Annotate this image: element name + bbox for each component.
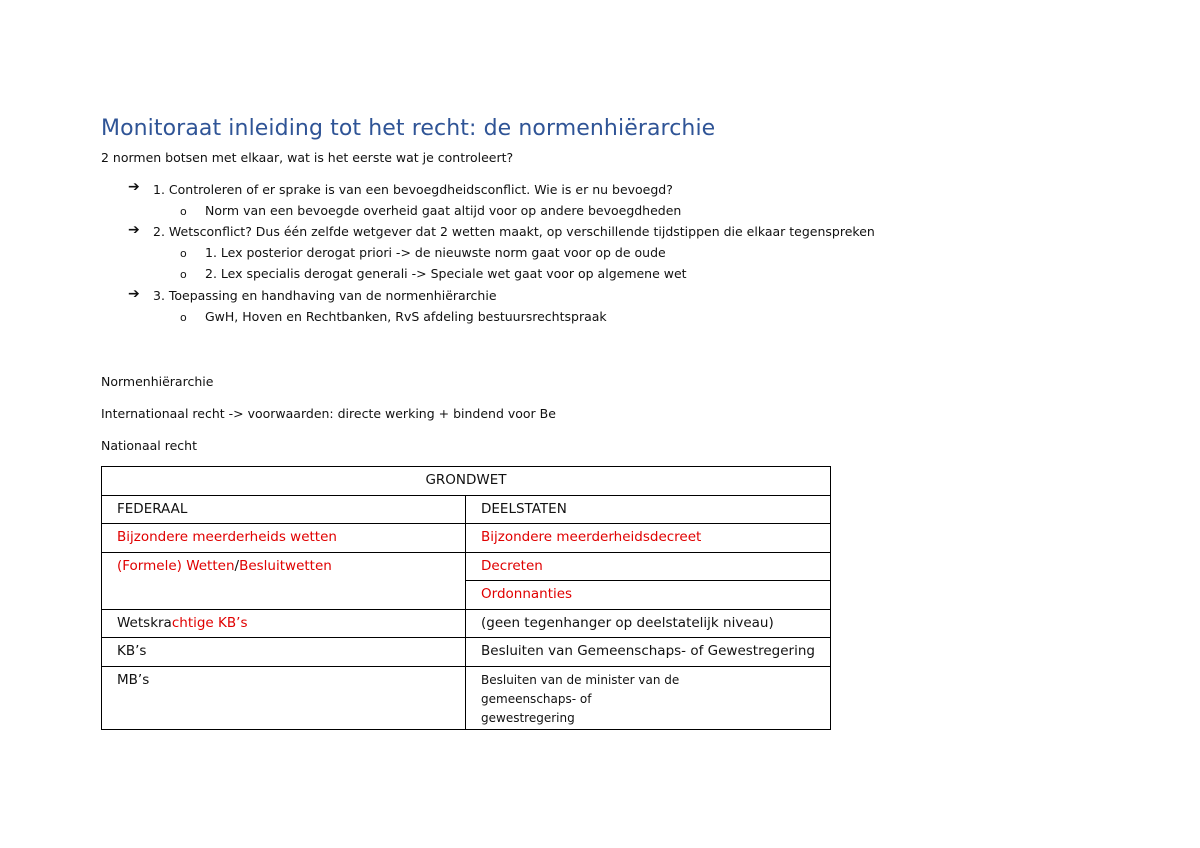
step-2-sub-1: 1. Lex posterior derogat priori -> de nieuwste norm gaat voor op de oude [205, 245, 666, 260]
circle-bullet-icon: o [180, 205, 187, 218]
step-1-sub-1: Norm van een bevoegde overheid gaat altijd voor op andere bevoegdheden [205, 203, 682, 218]
circle-bullet-icon: o [180, 247, 187, 260]
cell-wetskrachtige-kbs [102, 609, 466, 638]
table-row [102, 524, 831, 553]
paragraph-normenhierarchie: Normenhiërarchie [101, 374, 214, 389]
text-besluiten-minister-line-3: gewestregering [481, 710, 575, 725]
paragraph-internationaal-recht: Internationaal recht -> voorwaarden: directe werking + bindend voor Be [101, 406, 556, 421]
cell-besluiten-minister [466, 666, 831, 729]
circle-bullet-icon: o [180, 311, 187, 324]
cell-ordonnanties: Ordonnanties [466, 581, 831, 610]
cell-bijzondere-decreet: Bijzondere meerderheidsdecreet [466, 524, 831, 553]
text-wetskra: Wetskra [117, 614, 172, 631]
arrow-bullet-icon: ➔ [128, 222, 140, 238]
text-chtige-kbs: chtige KB’s [171, 614, 248, 631]
hierarchy-table [101, 466, 831, 730]
table-row [102, 638, 831, 667]
arrow-bullet-icon: ➔ [128, 179, 140, 195]
text-besluiten-minister-line-1: Besluiten van de minister van de [481, 672, 680, 687]
table-row [102, 609, 831, 638]
column-header-federaal: FEDERAAL [102, 495, 466, 524]
text-besluiten-minister-line-2: gemeenschaps- of [481, 691, 592, 706]
cell-wetten-besluitwetten [102, 552, 466, 609]
paragraph-nationaal-recht: Nationaal recht [101, 438, 197, 453]
column-header-deelstaten: DEELSTATEN [466, 495, 831, 524]
intro-question: 2 normen botsen met elkaar, wat is het eerste wat je controleert? [101, 150, 514, 165]
step-1: 1. Controleren of er sprake is van een bevoegdheidsconflict. Wie is er nu bevoegd? [153, 182, 673, 197]
cell-kbs: KB’s [102, 638, 466, 667]
document-title: Monitoraat inleiding tot het recht: de normenhiërarchie [101, 116, 716, 141]
cell-geen-tegenhanger: (geen tegenhanger op deelstatelijk niveau) [466, 609, 831, 638]
cell-mbs: MB’s [102, 666, 466, 729]
table-header-grondwet: GRONDWET [102, 467, 831, 496]
table-row [102, 666, 831, 729]
step-3-sub-1: GwH, Hoven en Rechtbanken, RvS afdeling bestuursrechtspraak [205, 309, 607, 324]
cell-besluiten-regering: Besluiten van Gemeenschaps- of Gewestregering [466, 638, 831, 667]
text-besluitwetten: Besluitwetten [239, 557, 332, 574]
table-row [102, 467, 831, 496]
table-row [102, 552, 831, 581]
step-2: 2. Wetsconflict? Dus één zelfde wetgever dat 2 wetten maakt, op verschillende tijdstippen die elkaar tegenspreken [153, 224, 875, 239]
text-separator: / [234, 557, 240, 574]
step-3: 3. Toepassing en handhaving van de normenhiërarchie [153, 288, 497, 303]
circle-bullet-icon: o [180, 268, 187, 281]
text-formele-wetten: (Formele) Wetten [117, 557, 235, 574]
cell-decreten: Decreten [466, 552, 831, 581]
arrow-bullet-icon: ➔ [128, 286, 140, 302]
table-row [102, 495, 831, 524]
cell-bijzondere-wetten: Bijzondere meerderheids wetten [102, 524, 466, 553]
step-2-sub-2: 2. Lex specialis derogat generali -> Speciale wet gaat voor op algemene wet [205, 266, 687, 281]
